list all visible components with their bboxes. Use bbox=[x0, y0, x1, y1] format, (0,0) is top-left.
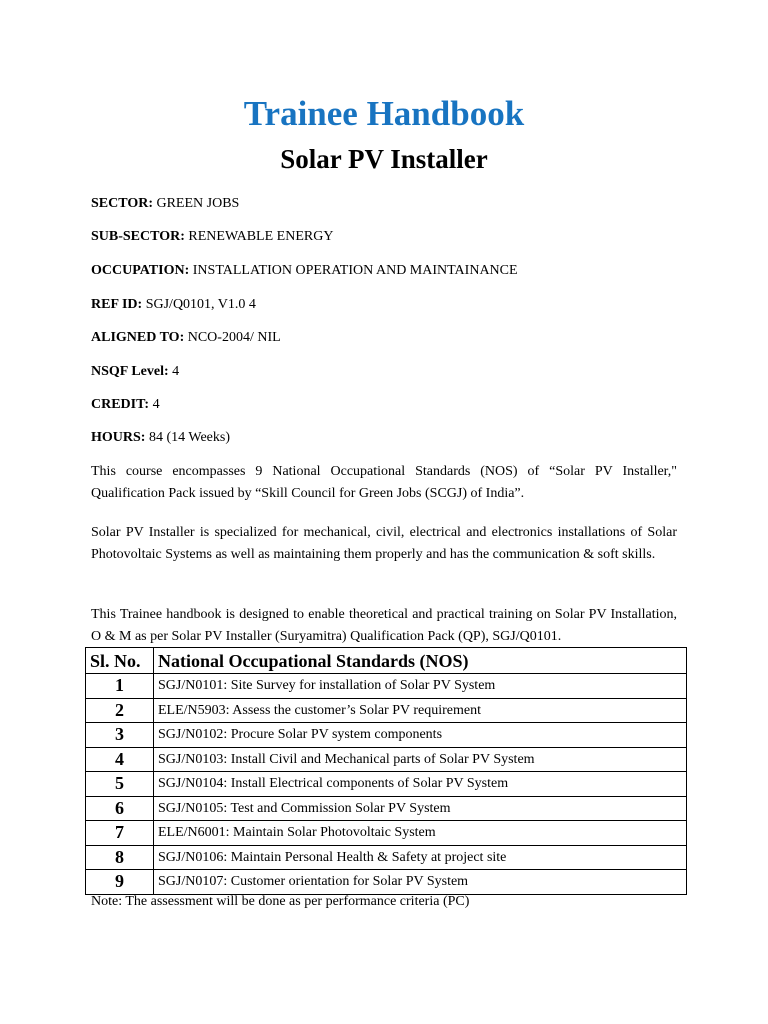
sl-no-cell: 1 bbox=[86, 674, 154, 699]
table-row bbox=[86, 723, 687, 748]
table-row bbox=[86, 674, 687, 699]
aligned-to-value: NCO-2004/ NIL bbox=[187, 330, 281, 345]
occupation-label: OCCUPATION: bbox=[91, 263, 190, 278]
hours-field bbox=[91, 429, 230, 447]
aligned-to-field bbox=[91, 329, 281, 347]
credit-value: 4 bbox=[152, 397, 160, 412]
sl-no-cell: 3 bbox=[86, 723, 154, 748]
intro-paragraph-line-2: Qualification Pack issued by “Skill Council for Green Jobs (SCGJ) of India”. bbox=[91, 486, 525, 501]
nsqf-level-field bbox=[91, 363, 179, 381]
table-row bbox=[86, 821, 687, 846]
hours-value: 84 (14 Weeks) bbox=[148, 430, 230, 445]
occupation-value: INSTALLATION OPERATION AND MAINTAINANCE bbox=[192, 263, 518, 278]
table-row bbox=[86, 772, 687, 797]
ref-id-label: REF ID: bbox=[91, 297, 143, 312]
table-row bbox=[86, 845, 687, 870]
sl-no-cell: 9 bbox=[86, 870, 154, 895]
intro-paragraph-line-1: This course encompasses 9 National Occupational Standards (NOS) of “Solar PV Installer," bbox=[91, 464, 677, 479]
aligned-to-label: ALIGNED TO: bbox=[91, 330, 185, 345]
hours-label: HOURS: bbox=[91, 430, 146, 445]
sl-no-header: Sl. No. bbox=[86, 648, 154, 674]
nos-header: National Occupational Standards (NOS) bbox=[154, 648, 687, 674]
nsqf-level-value: 4 bbox=[172, 364, 180, 379]
description-paragraph: Solar PV Installer is specialized for mechanical, civil, electrical and electronics installations of Solar Photovoltaic Systems as well as maintaining them properly and has the communication & soft skills. bbox=[91, 525, 677, 562]
nos-cell: SGJ/N0106: Maintain Personal Health & Safety at project site bbox=[154, 845, 687, 870]
sl-no-cell: 6 bbox=[86, 796, 154, 821]
sl-no-cell: 8 bbox=[86, 845, 154, 870]
sector-value: GREEN JOBS bbox=[156, 196, 240, 211]
nos-cell: SGJ/N0103: Install Civil and Mechanical parts of Solar PV System bbox=[154, 747, 687, 772]
sl-no-cell: 5 bbox=[86, 772, 154, 797]
ref-id-value: SGJ/Q0101, V1.0 4 bbox=[145, 297, 256, 312]
table-row bbox=[86, 747, 687, 772]
sector-label: SECTOR: bbox=[91, 196, 153, 211]
table-header-row bbox=[86, 648, 687, 674]
nos-cell: SGJ/N0101: Site Survey for installation of Solar PV System bbox=[154, 674, 687, 699]
purpose-paragraph: This Trainee handbook is designed to enable theoretical and practical training on Solar PV Installation, O & M as per Solar PV Installer (Suryamitra) Qualification Pack (QP), SGJ/Q0101. bbox=[91, 607, 677, 644]
credit-field bbox=[91, 396, 160, 414]
document-subtitle: Solar PV Installer bbox=[280, 144, 488, 174]
sub-sector-value: RENEWABLE ENERGY bbox=[188, 229, 334, 244]
sub-sector-label: SUB-SECTOR: bbox=[91, 229, 185, 244]
document-title: Trainee Handbook bbox=[243, 94, 525, 133]
nsqf-level-label: NSQF Level: bbox=[91, 364, 169, 379]
credit-label: CREDIT: bbox=[91, 397, 150, 412]
table-row bbox=[86, 870, 687, 895]
sl-no-cell: 2 bbox=[86, 698, 154, 723]
nos-cell: ELE/N6001: Maintain Solar Photovoltaic System bbox=[154, 821, 687, 846]
table-row bbox=[86, 698, 687, 723]
ref-id-field bbox=[91, 296, 256, 314]
sl-no-cell: 4 bbox=[86, 747, 154, 772]
sl-no-cell: 7 bbox=[86, 821, 154, 846]
table-row bbox=[86, 796, 687, 821]
nos-cell: SGJ/N0104: Install Electrical components of Solar PV System bbox=[154, 772, 687, 797]
nos-cell: SGJ/N0102: Procure Solar PV system components bbox=[154, 723, 687, 748]
nos-cell: SGJ/N0107: Customer orientation for Solar PV System bbox=[154, 870, 687, 895]
assessment-note: Note: The assessment will be done as per performance criteria (PC) bbox=[91, 894, 470, 909]
sub-sector-field bbox=[91, 228, 333, 246]
nos-cell: ELE/N5903: Assess the customer’s Solar PV requirement bbox=[154, 698, 687, 723]
occupation-field bbox=[91, 262, 518, 280]
nos-table bbox=[85, 647, 687, 895]
sector-field bbox=[91, 195, 239, 213]
nos-cell: SGJ/N0105: Test and Commission Solar PV System bbox=[154, 796, 687, 821]
